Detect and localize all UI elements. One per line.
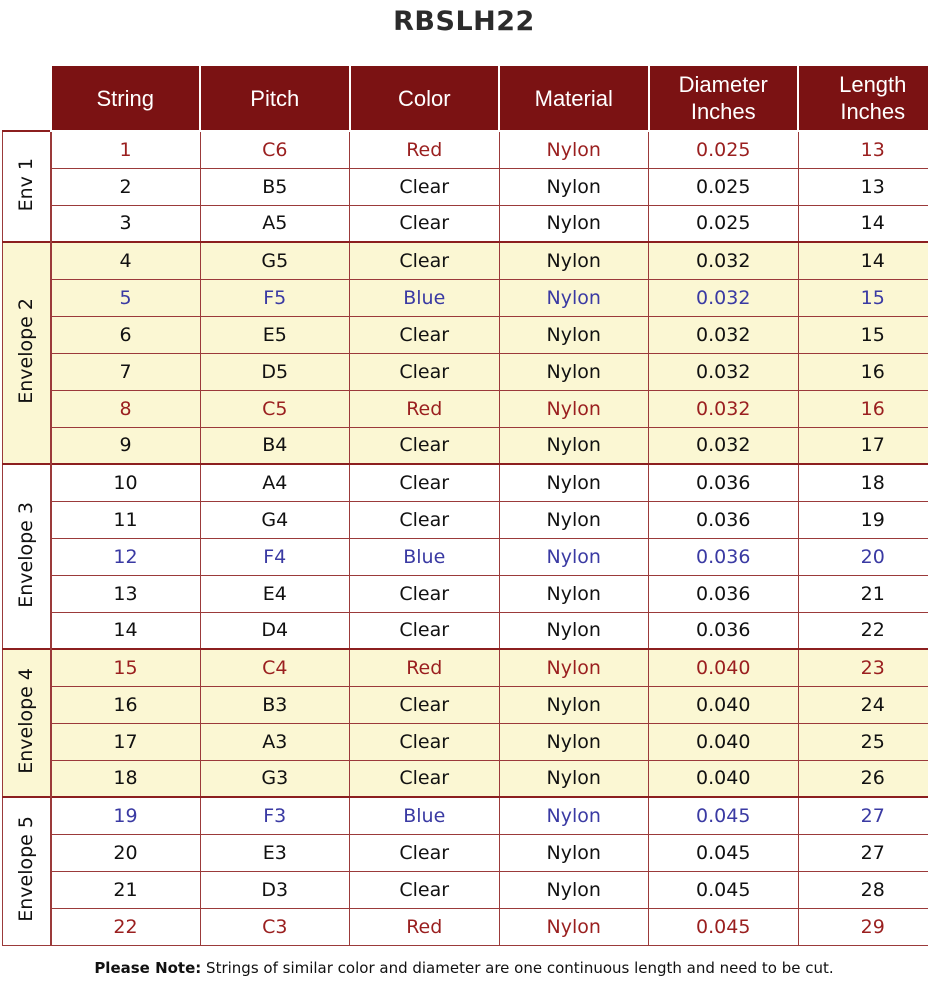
table-row xyxy=(3,205,928,242)
header-diameter-line1: Diameter xyxy=(678,72,768,97)
cell-diameter: 0.025 xyxy=(649,131,799,168)
envelope-group xyxy=(3,464,928,649)
cell-color: Clear xyxy=(350,871,500,908)
cell-material: Nylon xyxy=(499,464,649,501)
cell-diameter: 0.040 xyxy=(649,649,799,686)
cell-string: 8 xyxy=(51,390,201,427)
cell-string: 5 xyxy=(51,279,201,316)
cell-string: 9 xyxy=(51,427,201,464)
header-corner xyxy=(3,65,51,131)
cell-pitch: F5 xyxy=(200,279,350,316)
cell-diameter: 0.036 xyxy=(649,464,799,501)
table-row xyxy=(3,612,928,649)
table-row xyxy=(3,316,928,353)
cell-string: 16 xyxy=(51,686,201,723)
envelope-group xyxy=(3,797,928,945)
cell-material: Nylon xyxy=(499,353,649,390)
cell-pitch: E4 xyxy=(200,575,350,612)
cell-pitch: C6 xyxy=(200,131,350,168)
cell-pitch: A5 xyxy=(200,205,350,242)
cell-diameter: 0.036 xyxy=(649,501,799,538)
cell-diameter: 0.032 xyxy=(649,279,799,316)
cell-string: 22 xyxy=(51,908,201,945)
cell-length: 13 xyxy=(798,131,928,168)
cell-material: Nylon xyxy=(499,131,649,168)
cell-material: Nylon xyxy=(499,686,649,723)
table-row xyxy=(3,279,928,316)
cell-diameter: 0.045 xyxy=(649,834,799,871)
cell-diameter: 0.036 xyxy=(649,538,799,575)
cell-color: Clear xyxy=(350,353,500,390)
cell-pitch: B5 xyxy=(200,168,350,205)
cell-diameter: 0.045 xyxy=(649,908,799,945)
cell-length: 26 xyxy=(798,760,928,797)
cell-color: Clear xyxy=(350,760,500,797)
cell-color: Clear xyxy=(350,316,500,353)
cell-length: 17 xyxy=(798,427,928,464)
cell-length: 20 xyxy=(798,538,928,575)
cell-diameter: 0.040 xyxy=(649,686,799,723)
cell-material: Nylon xyxy=(499,168,649,205)
cell-color: Red xyxy=(350,649,500,686)
table-row xyxy=(3,908,928,945)
table-row xyxy=(3,390,928,427)
envelope-label: Envelope 2 xyxy=(15,298,38,404)
header-diameter-line2: Inches xyxy=(690,99,756,124)
cell-material: Nylon xyxy=(499,575,649,612)
cell-pitch: E5 xyxy=(200,316,350,353)
cell-pitch: A4 xyxy=(200,464,350,501)
table-row xyxy=(3,131,928,168)
cell-pitch: G3 xyxy=(200,760,350,797)
cell-pitch: E3 xyxy=(200,834,350,871)
cell-color: Red xyxy=(350,131,500,168)
cell-length: 14 xyxy=(798,205,928,242)
cell-length: 21 xyxy=(798,575,928,612)
cell-pitch: G4 xyxy=(200,501,350,538)
cell-length: 15 xyxy=(798,316,928,353)
cell-material: Nylon xyxy=(499,390,649,427)
cell-color: Clear xyxy=(350,686,500,723)
string-specs-table xyxy=(2,64,928,946)
envelope-label-cell xyxy=(3,464,51,649)
page-title: RBSLH22 xyxy=(393,6,535,37)
cell-pitch: C4 xyxy=(200,649,350,686)
table-row xyxy=(3,834,928,871)
header-color: Color xyxy=(350,65,500,131)
cell-length: 29 xyxy=(798,908,928,945)
cell-length: 14 xyxy=(798,242,928,279)
cell-length: 15 xyxy=(798,279,928,316)
header-length-line2: Inches xyxy=(840,99,906,124)
cell-color: Red xyxy=(350,390,500,427)
cell-material: Nylon xyxy=(499,316,649,353)
cell-diameter: 0.025 xyxy=(649,168,799,205)
cell-pitch: D3 xyxy=(200,871,350,908)
cell-diameter: 0.032 xyxy=(649,316,799,353)
cell-length: 22 xyxy=(798,612,928,649)
cell-pitch: G5 xyxy=(200,242,350,279)
cell-material: Nylon xyxy=(499,612,649,649)
cell-color: Clear xyxy=(350,168,500,205)
envelope-label-cell xyxy=(3,649,51,797)
envelope-label-cell xyxy=(3,242,51,464)
note-text: Strings of similar color and diameter are one continuous length and need to be cut. xyxy=(201,959,834,977)
cell-diameter: 0.045 xyxy=(649,871,799,908)
cell-material: Nylon xyxy=(499,205,649,242)
header-row xyxy=(3,65,928,131)
table-row xyxy=(3,168,928,205)
cell-string: 3 xyxy=(51,205,201,242)
cell-length: 28 xyxy=(798,871,928,908)
cell-string: 6 xyxy=(51,316,201,353)
table-row xyxy=(3,871,928,908)
cell-material: Nylon xyxy=(499,538,649,575)
footer-note xyxy=(0,959,928,977)
table-row xyxy=(3,723,928,760)
cell-color: Clear xyxy=(350,723,500,760)
envelope-group xyxy=(3,649,928,797)
cell-material: Nylon xyxy=(499,501,649,538)
cell-diameter: 0.032 xyxy=(649,242,799,279)
cell-material: Nylon xyxy=(499,279,649,316)
cell-color: Red xyxy=(350,908,500,945)
cell-string: 19 xyxy=(51,797,201,834)
cell-material: Nylon xyxy=(499,649,649,686)
table-row xyxy=(3,464,928,501)
cell-pitch: D4 xyxy=(200,612,350,649)
cell-diameter: 0.025 xyxy=(649,205,799,242)
cell-color: Clear xyxy=(350,464,500,501)
cell-material: Nylon xyxy=(499,427,649,464)
cell-pitch: F3 xyxy=(200,797,350,834)
table-row xyxy=(3,649,928,686)
cell-string: 21 xyxy=(51,871,201,908)
table-row xyxy=(3,501,928,538)
envelope-group xyxy=(3,131,928,242)
cell-pitch: D5 xyxy=(200,353,350,390)
cell-diameter: 0.036 xyxy=(649,575,799,612)
table-row xyxy=(3,242,928,279)
cell-color: Clear xyxy=(350,242,500,279)
cell-diameter: 0.032 xyxy=(649,390,799,427)
cell-string: 13 xyxy=(51,575,201,612)
cell-diameter: 0.032 xyxy=(649,353,799,390)
cell-length: 25 xyxy=(798,723,928,760)
cell-length: 19 xyxy=(798,501,928,538)
table-row xyxy=(3,538,928,575)
header-pitch: Pitch xyxy=(200,65,350,131)
cell-pitch: A3 xyxy=(200,723,350,760)
cell-pitch: B4 xyxy=(200,427,350,464)
cell-string: 11 xyxy=(51,501,201,538)
cell-diameter: 0.045 xyxy=(649,797,799,834)
table-row xyxy=(3,797,928,834)
envelope-label: Envelope 5 xyxy=(15,816,38,923)
header-length-line1: Length xyxy=(839,72,907,97)
cell-length: 13 xyxy=(798,168,928,205)
cell-string: 14 xyxy=(51,612,201,649)
table-row xyxy=(3,575,928,612)
cell-diameter: 0.032 xyxy=(649,427,799,464)
cell-string: 18 xyxy=(51,760,201,797)
note-label: Please Note: xyxy=(94,959,202,977)
cell-color: Blue xyxy=(350,797,500,834)
cell-length: 18 xyxy=(798,464,928,501)
cell-color: Blue xyxy=(350,538,500,575)
cell-material: Nylon xyxy=(499,242,649,279)
table-row xyxy=(3,760,928,797)
header-string: String xyxy=(51,65,201,131)
envelope-group xyxy=(3,242,928,464)
cell-length: 16 xyxy=(798,390,928,427)
cell-color: Blue xyxy=(350,279,500,316)
cell-material: Nylon xyxy=(499,760,649,797)
cell-color: Clear xyxy=(350,834,500,871)
cell-string: 17 xyxy=(51,723,201,760)
cell-string: 12 xyxy=(51,538,201,575)
cell-material: Nylon xyxy=(499,908,649,945)
envelope-label-cell xyxy=(3,131,51,242)
table-row xyxy=(3,427,928,464)
cell-pitch: C5 xyxy=(200,390,350,427)
table-row xyxy=(3,353,928,390)
header-length xyxy=(798,65,928,131)
cell-pitch: C3 xyxy=(200,908,350,945)
envelope-label: Envelope 3 xyxy=(15,501,38,608)
cell-string: 2 xyxy=(51,168,201,205)
cell-string: 4 xyxy=(51,242,201,279)
cell-color: Clear xyxy=(350,575,500,612)
cell-length: 24 xyxy=(798,686,928,723)
cell-color: Clear xyxy=(350,427,500,464)
cell-diameter: 0.040 xyxy=(649,723,799,760)
cell-length: 16 xyxy=(798,353,928,390)
cell-color: Clear xyxy=(350,205,500,242)
cell-length: 23 xyxy=(798,649,928,686)
cell-length: 27 xyxy=(798,797,928,834)
envelope-label-cell xyxy=(3,797,51,945)
cell-material: Nylon xyxy=(499,723,649,760)
cell-string: 10 xyxy=(51,464,201,501)
cell-pitch: F4 xyxy=(200,538,350,575)
envelope-label: Env 1 xyxy=(15,157,38,212)
cell-material: Nylon xyxy=(499,797,649,834)
cell-material: Nylon xyxy=(499,834,649,871)
header-material: Material xyxy=(499,65,649,131)
envelope-label: Envelope 4 xyxy=(15,668,38,774)
cell-string: 15 xyxy=(51,649,201,686)
cell-string: 1 xyxy=(51,131,201,168)
cell-pitch: B3 xyxy=(200,686,350,723)
cell-string: 20 xyxy=(51,834,201,871)
cell-material: Nylon xyxy=(499,871,649,908)
cell-string: 7 xyxy=(51,353,201,390)
cell-color: Clear xyxy=(350,612,500,649)
table-row xyxy=(3,686,928,723)
header-diameter xyxy=(649,65,799,131)
cell-length: 27 xyxy=(798,834,928,871)
cell-diameter: 0.036 xyxy=(649,612,799,649)
cell-color: Clear xyxy=(350,501,500,538)
cell-diameter: 0.040 xyxy=(649,760,799,797)
